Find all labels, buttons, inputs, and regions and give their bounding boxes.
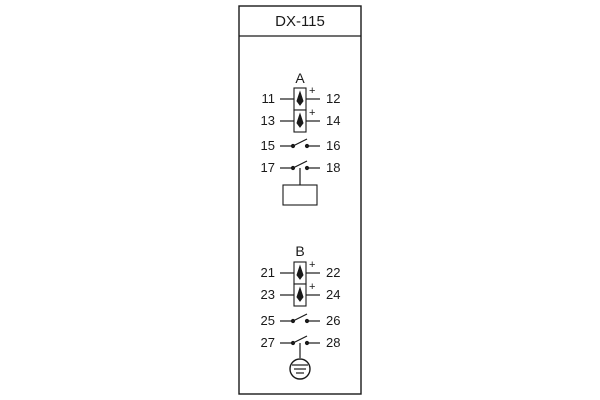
polarity-13-14: + (309, 107, 316, 119)
terminal-label-24: 24 (326, 287, 341, 302)
terminal-label-14: 14 (326, 113, 341, 128)
contact-node-16 (305, 144, 308, 147)
terminal-label-17: 17 (260, 160, 275, 175)
terminal-label-21: 21 (260, 265, 275, 280)
terminal-label-22: 22 (326, 265, 341, 280)
polarity-21-22: + (309, 259, 316, 271)
terminal-label-27: 27 (260, 335, 275, 350)
contact-node-17 (291, 166, 294, 169)
terminal-label-18: 18 (326, 160, 341, 175)
polarity-11-12: + (309, 85, 316, 97)
group-label-b: B (295, 243, 305, 259)
contact-node-25 (291, 319, 294, 322)
terminal-label-11: 11 (261, 91, 275, 106)
terminal-label-23: 23 (260, 287, 275, 302)
terminal-label-16: 16 (326, 138, 341, 153)
contact-node-26 (305, 319, 308, 322)
terminal-label-25: 25 (260, 313, 275, 328)
coil-box-a (283, 185, 317, 205)
terminal-label-12: 12 (326, 91, 341, 106)
terminal-label-26: 26 (326, 313, 341, 328)
panel-title: DX-115 (275, 13, 325, 30)
contact-node-27 (291, 341, 294, 344)
terminal-label-28: 28 (326, 335, 341, 350)
terminal-label-13: 13 (260, 113, 275, 128)
group-label-a: A (295, 70, 305, 86)
terminal-label-15: 15 (260, 138, 275, 153)
contact-node-18 (305, 166, 308, 169)
contact-node-28 (305, 341, 308, 344)
polarity-23-24: + (309, 281, 316, 293)
contact-node-15 (291, 144, 294, 147)
